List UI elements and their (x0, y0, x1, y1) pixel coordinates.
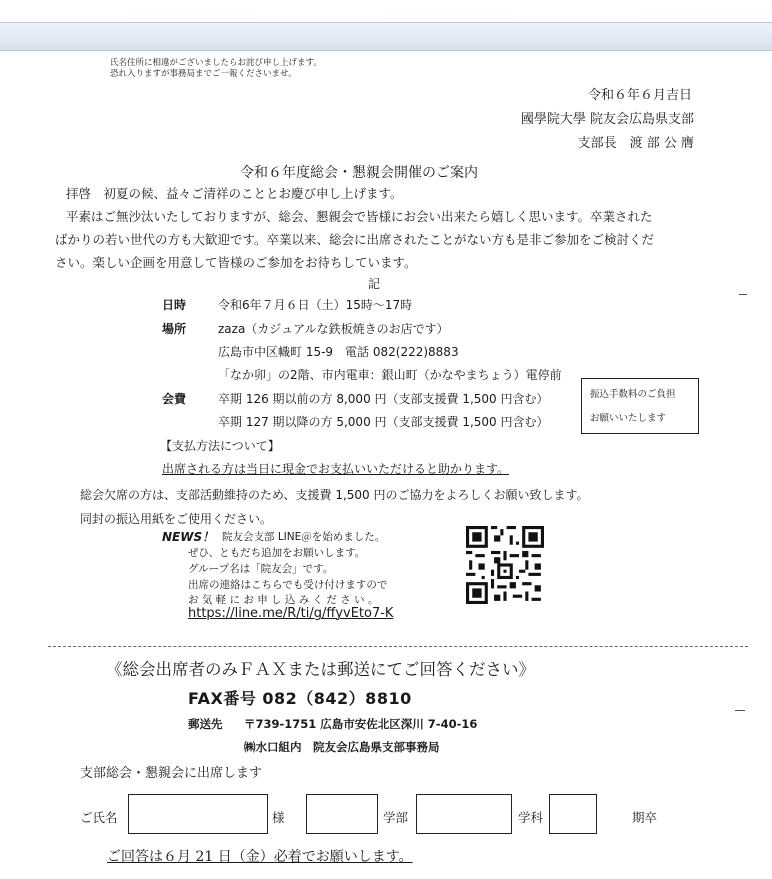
name-label: ご氏名 (80, 810, 118, 825)
sender-organization: 國學院大學 院友会広島県支部 (520, 112, 694, 127)
reply-deadline: ご回答は６月 21 日（金）必着でお願いします。 (107, 849, 413, 865)
place-label: 場所 (162, 322, 187, 336)
line-group-link[interactable]: https://line.me/R/ti/g/ffyvEto7-K (188, 606, 394, 621)
viewer-toolbar (0, 22, 772, 51)
place-line-3: 「なか卯」の2階、市内電車：銀山町（かなやまちょう）電停前 (218, 368, 562, 382)
issue-date: 令和６年６月吉日 (587, 88, 692, 103)
department-field[interactable] (416, 794, 512, 834)
absent-text: 総会欠席の方は、支部活動維持のため、支援費 1,500 円のご協力をよろしくお願い致します。 (80, 488, 589, 502)
body-line-2: ばかりの若い世代の方も大歓迎です。卒業以来、総会に出席されたことがない方も是非ご参加をご検討くだ (55, 232, 655, 247)
payment-text: 出席される方は当日に現金でお支払いいただけると助かります。 (162, 462, 510, 476)
scan-mark (739, 294, 747, 295)
fee-line-2: 卒期 127 期以降の方 5,000 円（支部支援費 1,500 円含む） (218, 415, 549, 429)
place-line-1: zaza（カジュアルな鉄板焼きのお店です） (218, 322, 449, 336)
news-line-3: グループ名は「院友会」です。 (188, 563, 334, 575)
faculty-field[interactable] (306, 794, 378, 834)
scan-mark (735, 710, 745, 711)
fee-note-box (581, 378, 699, 434)
place-line-2: 広島市中区幟町 15-9 電話 082(222)8883 (218, 345, 459, 359)
office-name: ㈱水口組内 院友会広島県支部事務局 (244, 740, 440, 754)
sama-label: 様 (272, 810, 285, 825)
date-value: 令和6年７月６日（土）15時～17時 (218, 298, 413, 312)
faculty-label: 学部 (383, 810, 409, 825)
ki-heading: 記 (368, 277, 381, 291)
payment-heading: 【支払方法について】 (160, 439, 280, 453)
page-title: 令和６年度総会・懇親会開催のご案内 (240, 165, 478, 181)
greeting-line: 拝啓 初夏の候、益々ご清祥のこととお慶び申し上げます。 (66, 186, 403, 201)
department-label: 学科 (518, 810, 544, 825)
news-line-2: ぜひ、ともだち追加をお願いします。 (188, 547, 366, 559)
date-label: 日時 (162, 298, 187, 312)
fee-line-1: 卒期 126 期以前の方 8,000 円（支部支援費 1,500 円含む） (218, 392, 549, 406)
fee-note-line-2: お願いいたします (590, 413, 667, 424)
graduation-term-field[interactable] (549, 794, 597, 834)
news-line-4: 出席の連絡はこちらでも受け付けますので (188, 579, 388, 591)
news-label: NEWS！ (162, 530, 215, 544)
fax-number: FAX番号 082（842）8810 (188, 689, 412, 708)
graduation-label: 期卒 (632, 810, 658, 825)
body-line-1: 平素はご無沙汰いたしておりますが、総会、懇親会で皆様にお会い出来たら嬉しく思います。卒業された (66, 209, 653, 224)
address-notice-line2: 恐れ入りますが事務局までご一報くださいませ。 (110, 69, 297, 79)
news-line-5: お 気 軽 に お 申 し 込 み く だ さ い 。 (188, 594, 379, 606)
address-notice-line1: 氏名住所に相違がございましたらお詫び申し上げます。 (110, 58, 322, 68)
enclosed-text: 同封の振込用紙をご使用ください。 (80, 512, 273, 526)
cut-line (48, 646, 748, 647)
post-address: 〒739-1751 広島市安佐北区深川 7-40-16 (244, 717, 478, 731)
attend-statement: 支部総会・懇親会に出席します (80, 766, 263, 781)
fee-note-line-1: 振込手数料のご負担 (590, 389, 676, 400)
news-line-1: 院友会支部 LINE＠を始めました。 (222, 531, 386, 543)
sender-name: 支部長 渡 部 公 膺 (577, 136, 694, 151)
fee-label: 会費 (162, 392, 187, 406)
post-label: 郵送先 (188, 717, 223, 731)
body-line-3: さい。楽しい企画を用意して皆様のご参加をお待ちしています。 (55, 255, 417, 270)
reply-heading: 《総会出席者のみＦＡＸまたは郵送にてご回答ください》 (106, 660, 535, 679)
qr-code (466, 526, 544, 604)
name-field[interactable] (128, 794, 268, 834)
